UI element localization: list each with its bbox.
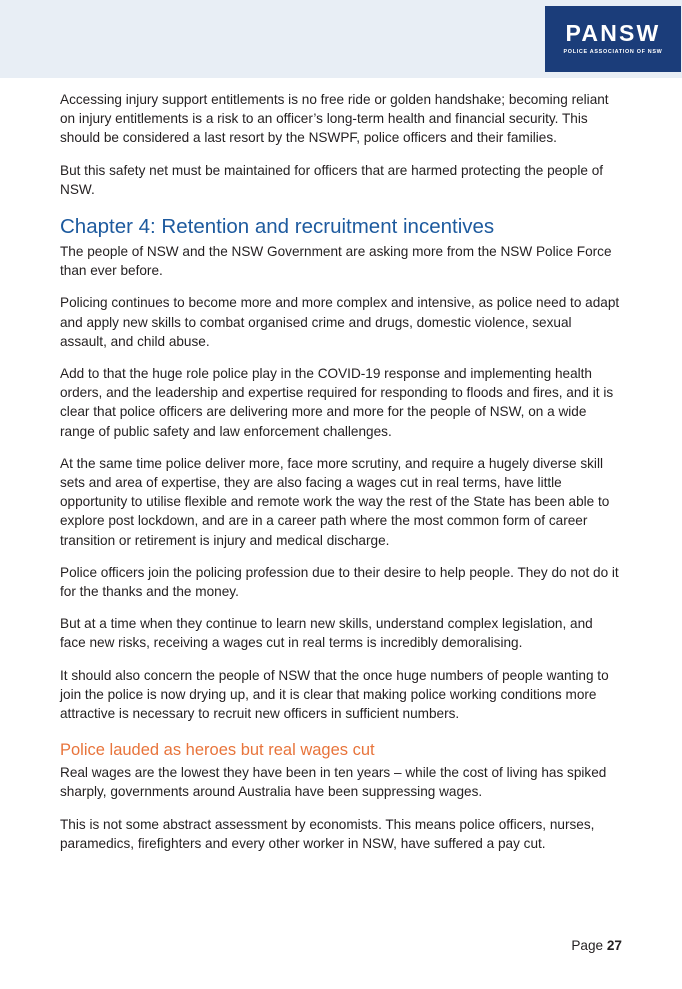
document-content: [60, 90, 622, 866]
chapter-heading: Chapter 4: Retention and recruitment incentives: [60, 215, 495, 239]
paragraph-intro-1: Accessing injury support entitlements is no free ride or golden handshake; becoming reliant on injury entitlements is a risk to an officer’s long-term health and financial security. This should be considered a last resort by the NSWPF, police officers and their families.: [60, 92, 609, 146]
paragraph-chapter-7: It should also concern the people of NSW that the once huge numbers of people wanting to join the police is now drying up, and it is clear that making police working conditions more attractive is necessary to recruit new officers in sufficient numbers.: [60, 667, 609, 722]
page-footer: [571, 938, 622, 953]
paragraph-chapter-4: At the same time police deliver more, face more scrutiny, and require a hugely diverse skill sets and area of expertise, they are also facing a wages cut in real terms, have little opportunity to utilise flexible and remote work the way the rest of the State has been able to explore post lockdown, and are in a career path where the most common form of career transition or retirement is injury and medical discharge.: [60, 455, 610, 548]
paragraph-chapter-2: Policing continues to become more and more complex and intensive, as police need to adapt and apply new skills to combat organised crime and drugs, domestic violence, sexual assault, and child abuse.: [60, 295, 620, 349]
paragraph-chapter-6: But at a time when they continue to learn new skills, understand complex legislation, and face new risks, receiving a wages cut in real terms is incredibly demoralising.: [60, 616, 593, 651]
logo-tagline: POLICE ASSOCIATION OF NSW: [563, 49, 663, 56]
paragraph-chapter-5: Police officers join the policing profession due to their desire to help people. They do not do it for the thanks and the money.: [60, 564, 619, 600]
paragraph-intro-2: But this safety net must be maintained for officers that are harmed protecting the people of NSW.: [60, 162, 604, 197]
sub-heading: Police lauded as heroes but real wages cut: [60, 741, 375, 760]
footer-page-label: Page: [571, 938, 607, 953]
paragraph-chapter-3: Add to that the huge role police play in the COVID-19 response and implementing health orders, and the leadership and expertise required for responding to floods and fires, and it is clear that police officers are delivering more and more for the people of NSW, on a wide range of public safety and law enforcement challenges.: [60, 366, 614, 439]
logo-wordmark: PANSW: [565, 20, 661, 47]
pansw-logo: [545, 6, 681, 72]
paragraph-sub-2: This is not some abstract assessment by economists. This means police officers, nurses, paramedics, firefighters and every other worker in NSW, have suffered a pay cut.: [60, 816, 595, 851]
paragraph-sub-1: Real wages are the lowest they have been in ten years – while the cost of living has spiked sharply, governments around Australia have been suppressing wages.: [60, 765, 607, 800]
paragraph-chapter-1: The people of NSW and the NSW Government are asking more from the NSW Police Force than ever before.: [60, 244, 612, 279]
page-header-band: [0, 0, 682, 78]
footer-page-number: 27: [606, 938, 622, 953]
